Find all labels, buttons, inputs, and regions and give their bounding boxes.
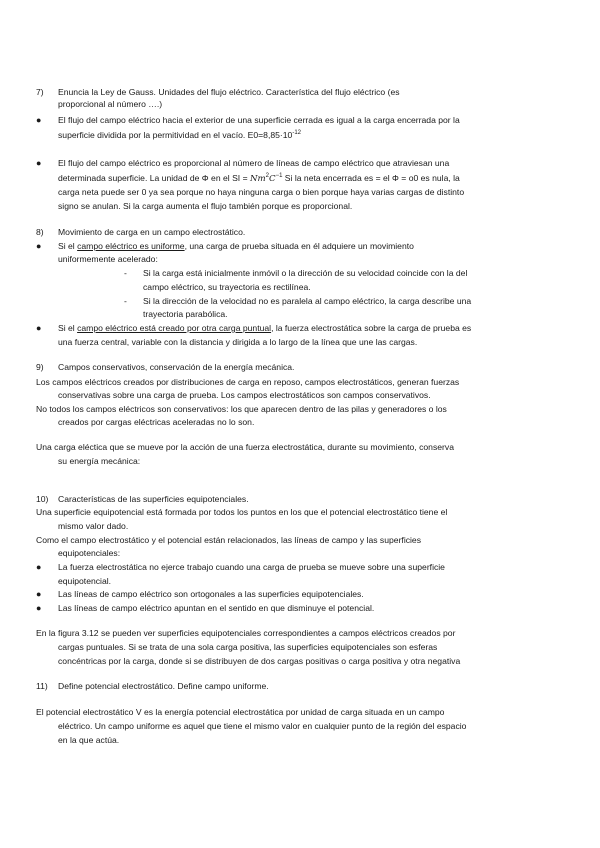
text-line: El flujo del campo eléctrico es proporcional al número de líneas de campo eléctrico que atraviesan una bbox=[58, 158, 450, 168]
text-line: conservativas sobre una carga de prueba. Los campos electrostáticos son campos conservativos. bbox=[58, 390, 431, 400]
text-line: concéntricas por la carga, donde si se distribuyen de dos cargas positivas o carga positiva y otra negativa bbox=[58, 656, 461, 666]
section-number: 9) bbox=[36, 362, 44, 372]
text-line: eléctrico. Un campo uniforme es aquel que tiene el mismo valor en cualquier punto de la región del espacio bbox=[58, 721, 467, 731]
text-line: El potencial electrostático V es la energía potencial electrostática por unidad de carga situada en un campo bbox=[36, 707, 445, 717]
text-line: equipotencial. bbox=[58, 576, 112, 586]
text-line: La fuerza electrostática no ejerce trabajo cuando una carga de prueba se mueve sobre una superficie bbox=[58, 562, 445, 572]
text-line: una fuerza central, variable con la distancia y dirigida a lo largo de la línea que une las cargas. bbox=[58, 337, 418, 347]
text-line: Una superficie equipotencial está formada por todos los puntos en los que el potencial electrostático tiene el bbox=[36, 507, 448, 517]
text-line: creados por cargas eléctricas aceleradas no lo son. bbox=[58, 417, 255, 427]
text-line: Una carga eléctica que se mueve por la acción de una fuerza electrostática, durante su movimiento, conserva bbox=[36, 442, 454, 452]
bullet-icon: ● bbox=[36, 603, 42, 613]
text-line: en la que actúa. bbox=[58, 735, 120, 745]
section-number: 11) bbox=[36, 681, 48, 691]
text-line: cargas puntuales. Si se trata de una sola carga positiva, las superficies equipotenciales son esferas bbox=[58, 642, 438, 652]
text-line: superficie dividida por la permitividad en el vacío. $E0=8,85\cdot 10^{-12}$ bbox=[58, 130, 301, 140]
bullet-icon: ● bbox=[36, 241, 42, 251]
text-line: trayectoria parabólica. bbox=[143, 309, 228, 319]
text-line: Los campos eléctricos creados por distribuciones de carga en reposo, campos electrostáticos, generan fuerzas bbox=[36, 377, 460, 387]
section-heading: Movimiento de carga en un campo electrostático. bbox=[58, 227, 246, 237]
section-number: 7) bbox=[36, 87, 44, 97]
section-heading: Características de las superficies equipotenciales. bbox=[58, 494, 249, 504]
text-line: En la figura 3.12 se pueden ver superficies equipotenciales correspondientes a campos eléctricos creados por bbox=[36, 628, 456, 638]
text-line: Como el campo electrostático y el potencial están relacionados, las líneas de campo y las superficies bbox=[36, 535, 422, 545]
section-heading: Enuncia la Ley de Gauss. Unidades del flujo eléctrico. Característica del flujo eléctrico (es bbox=[58, 87, 400, 97]
section-heading: Campos conservativos, conservación de la energía mecánica. bbox=[58, 362, 295, 372]
text-line: equipotenciales: bbox=[58, 548, 121, 558]
section-heading: Define potencial electrostático. Define campo uniforme. bbox=[58, 681, 269, 691]
text-line: Si el campo eléctrico está creado por otra carga puntual, la fuerza electrostática sobre la carga de prueba es bbox=[58, 323, 472, 333]
text-line: Las líneas de campo eléctrico apuntan en el sentido en que disminuye el potencial. bbox=[58, 603, 375, 613]
text-line: Si el campo eléctrico es uniforme, una carga de prueba situada en él adquiere un movimiento bbox=[58, 241, 414, 251]
section-number: 8) bbox=[36, 227, 44, 237]
text-line: campo eléctrico, su trayectoria es rectilínea. bbox=[143, 282, 311, 292]
text-line: Las líneas de campo eléctrico son ortogonales a las superficies equipotenciales. bbox=[58, 589, 364, 599]
text-line: carga neta puede ser 0 ya sea porque no haya ninguna carga o bien porque haya varias cargas de distinto bbox=[58, 187, 465, 197]
bullet-icon: ● bbox=[36, 115, 42, 125]
text-line: signo se anulan. Si la carga aumenta el flujo también porque es proporcional. bbox=[58, 201, 353, 211]
text-line: El flujo del campo eléctrico hacia el exterior de una superficie cerrada es igual a la carga encerrada por la bbox=[58, 115, 460, 125]
bullet-icon: ● bbox=[36, 323, 42, 333]
bullet-icon: ● bbox=[36, 562, 42, 572]
text-line: Si la carga está inicialmente inmóvil o la dirección de su velocidad coincide con la del bbox=[143, 268, 468, 278]
text-line: uniformemente acelerado: bbox=[58, 254, 158, 264]
section-number: 10) bbox=[36, 494, 49, 504]
text-line: mismo valor dado. bbox=[58, 521, 129, 531]
dash-marker: - bbox=[124, 268, 127, 278]
text-line: determinada superficie. La unidad de Φ en el SI = $Nm^2C^{-1}$ Si la neta encerrada es = el Φ = o0 es nula, la bbox=[58, 173, 460, 184]
dash-marker: - bbox=[124, 296, 127, 306]
bullet-icon: ● bbox=[36, 158, 42, 168]
text-line: Si la dirección de la velocidad no es paralela al campo eléctrico, la carga describe una bbox=[143, 296, 472, 306]
text-line: su energía mecánica: bbox=[58, 456, 141, 466]
text-line: No todos los campos eléctricos son conservativos: los que aparecen dentro de las pilas y generadores o los bbox=[36, 404, 447, 414]
bullet-icon: ● bbox=[36, 589, 42, 599]
section-heading-cont: proporcional al número ….) bbox=[58, 99, 163, 109]
